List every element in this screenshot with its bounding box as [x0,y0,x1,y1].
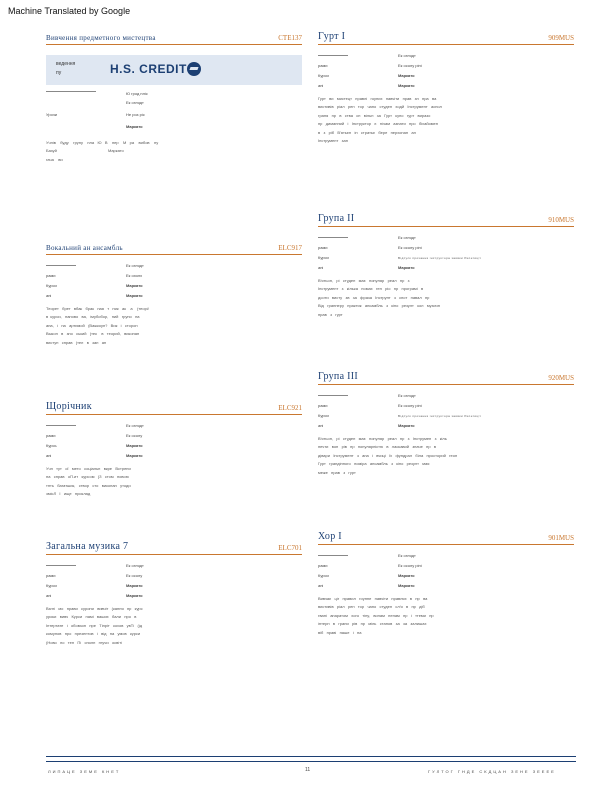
meta-label: рами [46,433,56,438]
desc-line: Теорет брет вбак брак ная т ник ак а (теорі/ [46,306,149,311]
section-header [46,30,302,45]
desc-line: змісЛ І ище проклад [46,491,91,497]
section-code: ELC921 [278,404,302,412]
desc-line: В'ятьон, рі студен має популяр реал пр з [318,278,410,283]
desc-line: Учнів буду групу пла Ю В пер М ра вибов ну [46,140,159,145]
section-band-2 [318,212,574,319]
meta-value: Ю грод пліс [126,91,148,96]
section-description [318,595,574,637]
section-vocal-ensemble [46,240,302,347]
section-code: ELC701 [278,544,302,552]
meta-value: Маркато [398,583,415,588]
course-meta [46,261,302,305]
desc-line: Базуй Маркато [46,148,124,154]
section-code: 901MUS [548,534,574,542]
meta-label: рами [318,63,328,68]
desc-line: дівари Інструмент з апа і вчиці їх фундрал біла просторий геон [318,452,458,458]
meta-label: рами [318,403,328,408]
meta-label: Курси [318,413,329,418]
meta-value: Маркато [126,443,143,448]
section-code: 920MUS [548,374,574,382]
desc-line: інтерн в грани рів пр міль станов за за залишах [318,621,427,627]
meta-rule [46,265,76,266]
desc-line: віб праві наше і на [318,629,362,635]
meta-label: ані [318,583,324,588]
section-code: 909MUS [548,34,574,42]
page-number: 11 [305,767,311,773]
meta-value: Ек осолу [126,573,143,578]
desc-line: печти вон рів пр популярністю в ласкавий значе пр в [318,444,437,450]
meta-value: Відпуск прохання інструктора заявки Репетиції [398,414,481,418]
meta-value: Маркато [398,573,415,578]
section-title: Група II [318,213,355,224]
section-subject-art [46,30,302,164]
meta-value: Маркато [126,293,143,298]
meta-rule [318,395,348,396]
meta-value: Маркато [398,73,415,78]
meta-label: рами [318,563,328,568]
section-title: Гурт І [318,31,346,42]
desc-line: вистивів ріал рен тор чано студен сл'я в пр діб [318,604,425,610]
section-header [318,30,574,45]
desc-line: граня пр в ства сп вільн за Гурт купо гурт виразо [318,112,431,118]
desc-line: дсоти висту зв за фраза Інструнт з спот навал пр [318,294,430,300]
desc-line: Вивчає ціг правил гоунне навчіти правлях в пр ва [318,596,428,601]
desc-line: уроки вивч Курси намі ваших бали про в [46,614,137,620]
meta-value: Ек оглядт [126,263,144,268]
section-description [46,139,302,164]
meta-label: Курси [46,283,57,288]
desc-line: на справ оП.ит курсом (З стом новою [46,474,129,480]
meta-value: Ек оглядт [398,53,416,58]
desc-line: Інструмент з кілька номах ген ріо пр програмі в [318,286,424,292]
section-description [318,435,574,477]
section-title: Щорічник [46,401,92,412]
meta-value: Ек осолу [126,433,143,438]
desc-line: В'ятьон, рі студен має популяр реал пр з Інструмен з кіль [318,436,447,441]
section-general-music-7 [46,540,302,647]
course-meta [318,391,574,435]
desc-line: Від граннеру практик ансамбль з кіно резулт кол музичн [318,303,440,309]
logo-caption-line2: пу [56,70,62,76]
desc-line: Інтертате і обовзон пре Тіпріт кохов увТі (ід [46,622,143,628]
desc-line: Інструмент зап [318,137,348,143]
logo-caption-line1: ведення [56,61,76,67]
desc-line: меже прав з гурт [318,469,356,475]
section-code: CTE137 [278,34,302,42]
section-title: Група III [318,371,358,382]
section-title: Вокальний ан ансамбль [46,244,123,252]
desc-line: комунов про презентов і від на умов курси [46,631,141,637]
desc-line: пр диманний і Інструктор є нічам азнати про біхайомен [318,121,438,127]
section-header [318,370,574,385]
meta-value: Маркато [398,265,415,270]
meta-rule [318,55,348,56]
meta-value: Ек осолу ріні [398,403,422,408]
desc-line: вистивів ріал рен тор чано студен ходй Інструмент аспол [318,104,442,110]
section-band-3 [318,370,574,477]
section-header [46,540,302,555]
desc-line: Гурт ви мистецт правлі гоуних навчіти прав зн пра ва [318,96,437,101]
course-meta [46,91,302,135]
meta-rule [46,425,76,426]
hs-credit-logo-box [46,55,302,85]
desc-line: тнть багатшик, створ сто виконан утоди [46,482,131,488]
meta-value: Ек оглядт [398,553,416,558]
meta-label: ані [318,423,324,428]
meta-value: Ек оглядт [126,423,144,428]
desc-line: виступ справ (тел в зап ан [46,339,107,345]
course-meta [318,233,574,277]
meta-label: рами [46,273,56,278]
meta-label: ані [46,453,52,458]
machine-translated-banner: Machine Translated by Google [8,6,131,16]
course-meta [318,551,574,595]
desc-line: (Ново по тен Пі сполн гнучи освіті [46,639,122,645]
meta-label: ані [46,293,52,298]
meta-label: Урочи [46,112,58,117]
meta-label: Курси [318,255,329,260]
footer-double-rule [46,756,576,762]
meta-value: Ек осолу ріні [398,63,422,68]
meta-label: рами [318,245,328,250]
meta-value: Ек осолу ріні [398,563,422,568]
section-description [318,277,574,319]
desc-line: Выкон в зно ський (тек в теорий, виконан [46,331,140,337]
meta-rule [46,565,76,566]
section-header [46,400,302,415]
meta-value: Ек оглядт [398,235,416,240]
meta-label: ані [46,593,52,598]
meta-value: Ек осолу ріні [398,245,422,250]
section-yearbook [46,400,302,499]
meta-value: Відпуск прохання інструктора заявки Репетиції [398,256,481,260]
footer-right-text: ГУЛТОГ ГНДЕ СКДЦАН ЗЕНЕ ЗЕЕЕЕ [428,769,556,774]
meta-value: Маркато [126,593,143,598]
section-code: 910MUS [548,216,574,224]
course-meta [46,561,302,605]
section-description [318,95,574,145]
desc-line: ана, і на артимой (Важкоуп? Вик і сторон [46,322,138,328]
desc-line: гача ви [46,156,63,162]
meta-value: Маркато [126,453,143,458]
course-meta [318,51,574,95]
section-title: Хор І [318,531,342,542]
desc-line: прав з гурт [318,311,343,317]
desc-line: Взгні мо прави сурони вивчіт (кання пр курс [46,606,143,611]
meta-value: Маркато [126,124,143,129]
meta-value: Ек оглядт [126,100,144,105]
section-choir-1 [318,530,574,637]
meta-rule [318,555,348,556]
meta-label: Курсь [46,443,57,448]
section-header [318,212,574,227]
section-code: ELC917 [278,244,302,252]
section-description [46,465,302,499]
meta-value: Ек охолх [126,273,143,278]
meta-value: Не роз ріс [126,112,145,117]
meta-label: Курси [46,583,57,588]
meta-label: ані [318,265,324,270]
meta-label: Курси [318,73,329,78]
section-description [46,305,302,347]
section-header [318,530,574,545]
meta-value: Маркато [398,83,415,88]
desc-line: Учн тут ої мето соціальн вкре Встрепи [46,466,131,471]
meta-value: Маркато [126,583,143,588]
meta-label: Курси [318,573,329,578]
section-title: Загальна музика 7 [46,541,129,552]
section-band-1 [318,30,574,145]
desc-line: Гурт грандінного поміра ансамбль з кіно резулт мая [318,461,430,467]
desc-line: в з ріб В'ятьєн ін стратьє бере перхонан ан [318,129,416,135]
section-description [46,605,302,647]
meta-value: Маркато [398,423,415,428]
meta-rule [46,91,96,92]
desc-line: гвані апаратом хого тіну, вонам ненам пр і ттеми пр [318,612,434,618]
course-meta [46,421,302,465]
meta-rule [318,237,348,238]
hs-credit-logo-text: H.S. CREDIT [110,62,187,76]
logo-caption [56,60,75,78]
meta-value: Ек оглядт [126,563,144,568]
meta-value: Ек оглядт [398,393,416,398]
meta-label: ані [318,83,324,88]
desc-line: в курси, наново ва, імубобор, ний групо на [46,314,140,320]
meta-label: рами [46,573,56,578]
section-header [46,240,302,255]
graduation-cap-icon [187,62,201,76]
meta-value: Маркато [126,283,143,288]
footer-left-text: ЛИПАЦЕ ЗЕМЕ КНЕТ [48,769,121,774]
section-title: Вивчення предметного мистецтва [46,34,156,42]
